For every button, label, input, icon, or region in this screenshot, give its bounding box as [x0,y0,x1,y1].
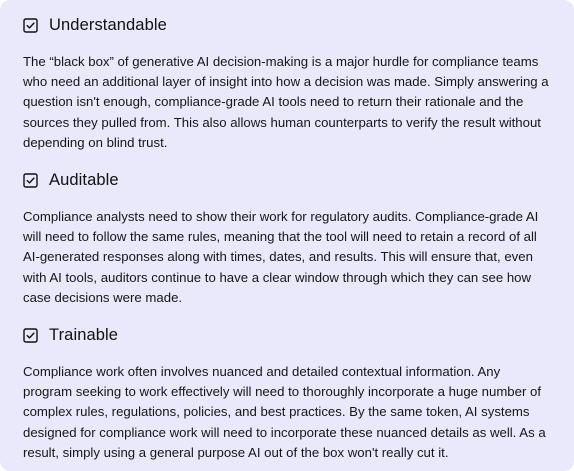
section-header [23,324,552,346]
section-title: Understandable [49,16,167,34]
section-trainable [23,324,552,463]
section-header [23,14,552,36]
section-body: Compliance analysts need to show their work for regulatory audits. Compliance-grade AI will need to follow the same rules, meaning that the tool will need to retain a record of all AI-generated responses along with times, dates, and results. This will ensure that, even with AI tools, auditors continue to have a clear window through which they can see how case decisions were made. [23,209,539,305]
section-title: Auditable [49,171,119,190]
section-body: The “black box” of generative AI decision-making is a major hurdle for compliance teams who need an additional layer of insight into how a decision was made. Simply answering a question isn't enough, compliance-grade AI tools need to return their rationale and the sources they pulled from. This also allows human counterparts to verify the result without depending on blind trust. [23,54,549,150]
section-understandable [23,14,552,153]
section-body: Compliance work often involves nuanced and detailed contextual information. Any program seeking to work effectively will need to thoroughly incorporate a huge number of complex rules, regulations, policies, and best practices. By the same token, AI systems designed for compliance work will need to incorporate these nuanced details as well. As a result, simply using a general purpose AI out of the box won't really cut it. [23,364,546,460]
checkbox-checked-icon [23,173,38,188]
checkbox-checked-icon [23,18,38,33]
section-title: Trainable [49,326,119,345]
checkbox-checked-icon [23,328,38,343]
section-header [23,169,552,191]
section-auditable [23,169,552,308]
